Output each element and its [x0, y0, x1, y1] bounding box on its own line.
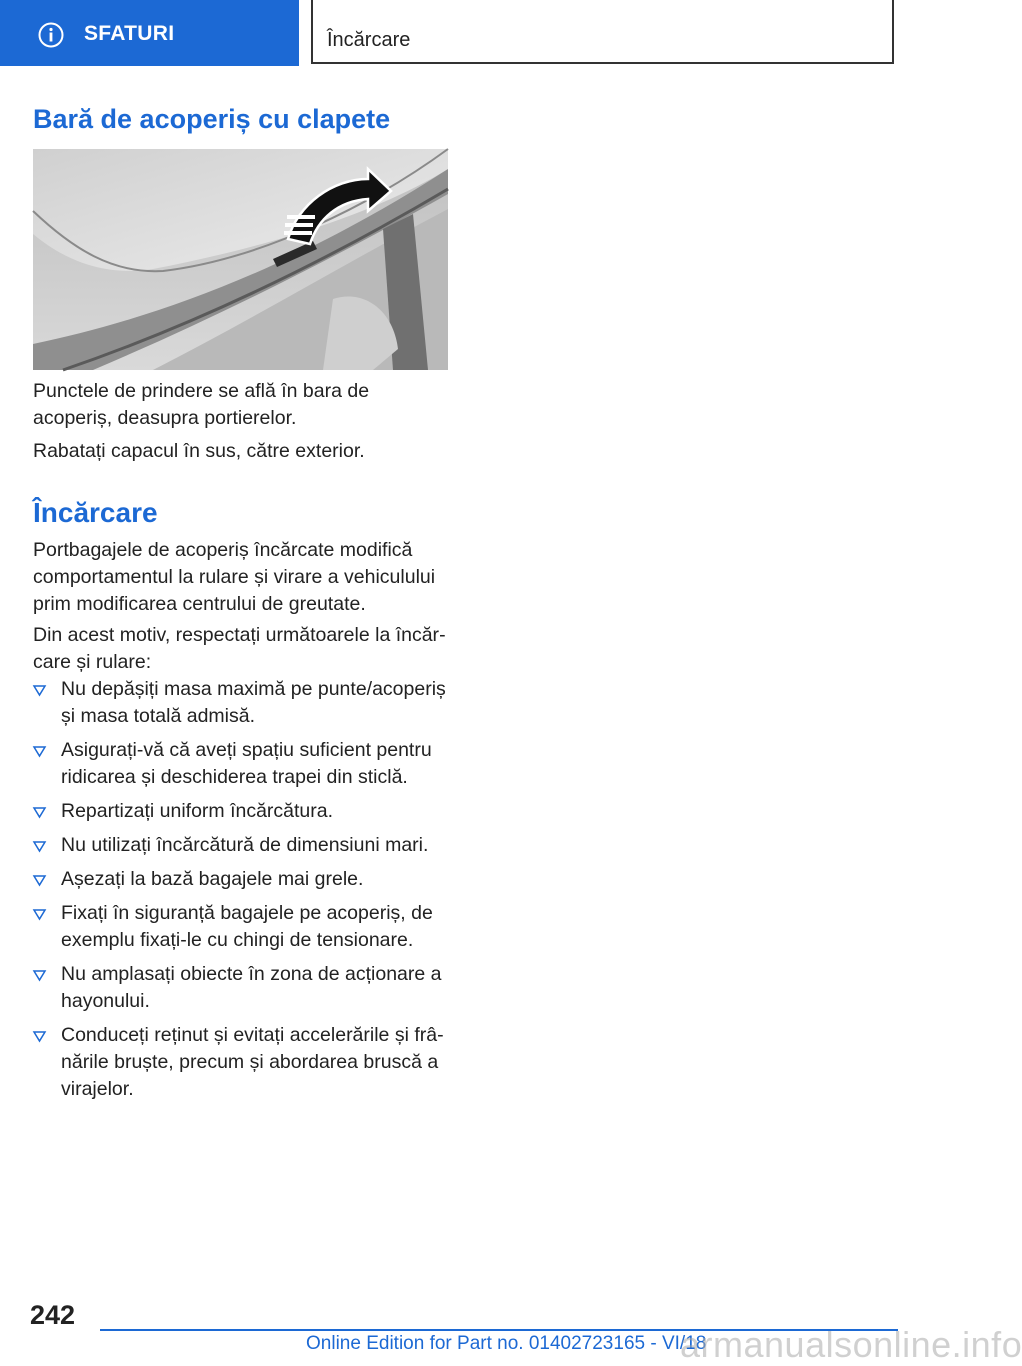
- section-tab-sfaturi: [0, 0, 299, 66]
- list-item-text: Nu amplasați obiecte în zona de acționare a hayonului.: [61, 963, 442, 1012]
- list-item-text: Asigurați-vă că aveți spațiu suficient pentru ridicarea și deschiderea trapei din sticlă.: [61, 739, 432, 788]
- list-item-text: Fixați în siguranță bagajele pe acoperiș, de exemplu fixați-le cu chingi de tensionare.: [61, 902, 433, 951]
- body-text: Rabatați capacul în sus, către exterior.: [33, 440, 365, 462]
- list-item: [33, 866, 453, 893]
- triangle-bullet-icon: [33, 909, 46, 920]
- section-tab-label: SFATURI: [84, 22, 175, 45]
- list-item: [33, 961, 453, 1015]
- body-text: Portbagajele de acoperiș încărcate modifică comportamentul la rulare și virare a vehiculului prim modificarea centrului de greutate.: [33, 539, 436, 615]
- list-item: [33, 832, 453, 859]
- list-item: [33, 1022, 453, 1103]
- edition-footer: Online Edition for Part no. 01402723165 - VI/18: [306, 1333, 707, 1354]
- list-item: [33, 676, 453, 730]
- list-item: [33, 900, 453, 954]
- info-icon: [38, 22, 64, 48]
- roof-rail-flap-photo: [33, 149, 448, 370]
- page-number: 242: [30, 1300, 76, 1330]
- section-heading: Încărcare: [33, 497, 158, 528]
- triangle-bullet-icon: [33, 841, 46, 852]
- body-text: Punctele de prindere se află în bara de acoperiș, deasupra portierelor.: [33, 380, 370, 429]
- triangle-bullet-icon: [33, 875, 46, 886]
- list-item-text: Așezați la bază bagajele mai grele.: [61, 868, 364, 890]
- chapter-header: [311, 0, 894, 64]
- list-item: [33, 737, 453, 791]
- list-item-text: Conduceți reținut și evitați accelerările și frânările bruște, precum și abordarea bruscă a virajelor.: [61, 1024, 444, 1100]
- list-item-text: Nu utilizați încărcătură de dimensiuni mari.: [61, 834, 429, 856]
- section-title: Bară de acoperiș cu clapete: [33, 104, 391, 134]
- chapter-title: Încărcare: [327, 29, 411, 51]
- list-item-text: Nu depășiți masa maximă pe punte/acoperiș și masa totală admisă.: [61, 678, 446, 727]
- body-text: Din acest motiv, respectați următoarele la încărcare și rulare:: [33, 624, 446, 673]
- list-item: [33, 798, 453, 825]
- triangle-bullet-icon: [33, 746, 46, 757]
- list-item-text: Repartizați uniform încărcătura.: [61, 800, 334, 822]
- loading-guidelines-list: [33, 676, 453, 1110]
- triangle-bullet-icon: [33, 807, 46, 818]
- triangle-bullet-icon: [33, 1031, 46, 1042]
- triangle-bullet-icon: [33, 970, 46, 981]
- watermark: armanualsonline.info: [680, 1324, 1022, 1365]
- triangle-bullet-icon: [33, 685, 46, 696]
